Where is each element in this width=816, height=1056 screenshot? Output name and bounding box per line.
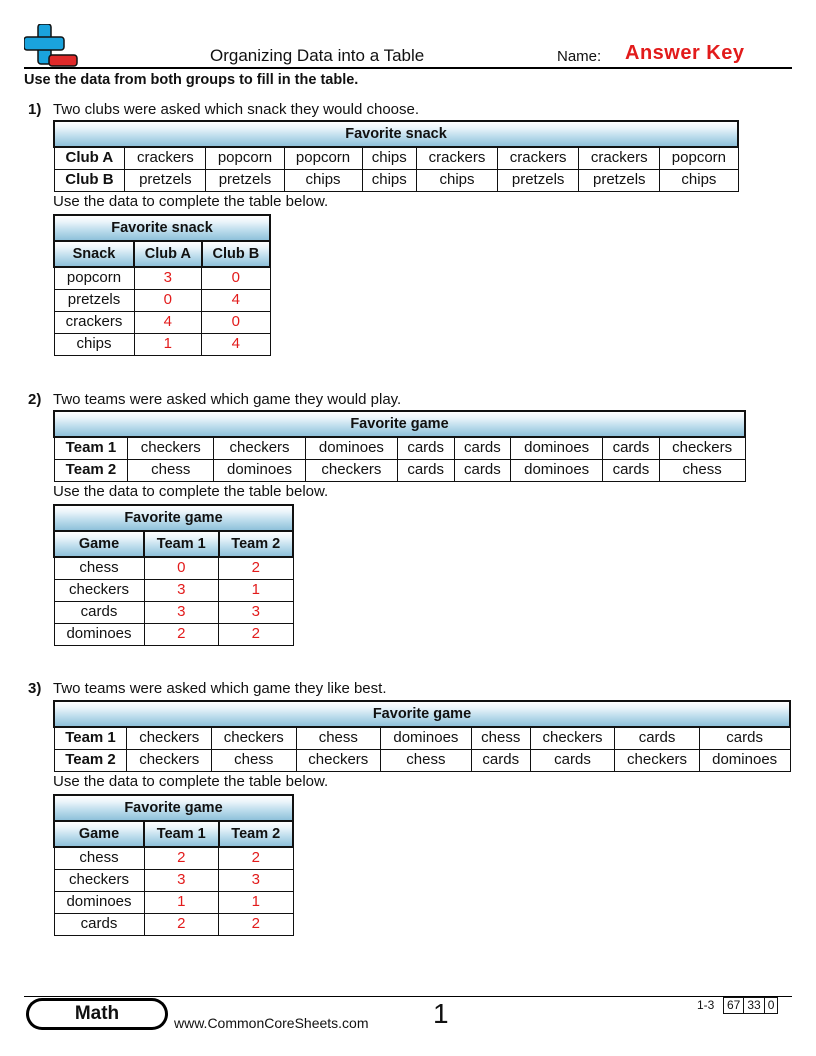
- table-cell: popcorn: [660, 147, 738, 169]
- worksheet-title: Organizing Data into a Table: [210, 46, 425, 65]
- answer-cell: 3: [219, 601, 294, 623]
- table-cell: pretzels: [206, 169, 284, 191]
- table-cell: checkers: [127, 727, 212, 749]
- table-cell: crackers: [416, 147, 497, 169]
- answer-cell: 0: [144, 557, 219, 579]
- answer-cell: 3: [134, 267, 202, 289]
- item-cell: cards: [54, 913, 144, 935]
- column-header: Club B: [202, 241, 270, 267]
- row-label: Club B: [54, 169, 125, 191]
- table-cell: checkers: [659, 437, 745, 459]
- answer-cell: 2: [144, 623, 219, 645]
- item-cell: crackers: [54, 311, 134, 333]
- data-table-title: Favorite game: [54, 701, 790, 727]
- data-table: [53, 700, 791, 772]
- answer-cell: 0: [202, 311, 270, 333]
- footer-divider: [24, 996, 792, 997]
- answer-cell: 2: [219, 913, 294, 935]
- answer-table: [53, 794, 294, 936]
- table-cell: checkers: [296, 749, 381, 771]
- answer-cell: 0: [202, 267, 270, 289]
- problem-number: 1): [28, 101, 42, 118]
- table-cell: dominoes: [511, 459, 603, 481]
- item-cell: popcorn: [54, 267, 134, 289]
- subject-badge: [26, 998, 168, 1030]
- item-cell: checkers: [54, 869, 144, 891]
- table-cell: chess: [659, 459, 745, 481]
- problem-subtext: Use the data to complete the table below.: [53, 773, 329, 790]
- data-table-title: Favorite game: [54, 411, 745, 437]
- problem-prompt: Two teams were asked which game they would play.: [53, 391, 402, 408]
- table-cell: popcorn: [284, 147, 362, 169]
- plus-minus-logo-icon: [24, 24, 78, 68]
- table-row: [54, 289, 270, 311]
- table-row: [54, 623, 293, 645]
- website-label: www.CommonCoreSheets.com: [174, 1015, 369, 1031]
- table-row: [54, 459, 745, 481]
- table-cell: cards: [454, 459, 511, 481]
- problem-number: 3): [28, 680, 42, 697]
- table-row: [54, 437, 745, 459]
- table-cell: chips: [416, 169, 497, 191]
- table-row: [54, 147, 738, 169]
- item-cell: pretzels: [54, 289, 134, 311]
- column-header: Team 2: [219, 821, 294, 847]
- answer-table-title: Favorite snack: [54, 215, 270, 241]
- table-cell: pretzels: [498, 169, 579, 191]
- name-label: Name:: [557, 48, 602, 65]
- table-row: [54, 169, 738, 191]
- table-cell: checkers: [530, 727, 615, 749]
- table-row: [54, 557, 293, 579]
- table-cell: chips: [660, 169, 738, 191]
- table-cell: checkers: [615, 749, 700, 771]
- table-cell: checkers: [212, 727, 297, 749]
- table-row: [54, 601, 293, 623]
- table-cell: chips: [362, 147, 416, 169]
- problem-prompt: Two teams were asked which game they like best.: [53, 680, 387, 697]
- table-cell: chips: [284, 169, 362, 191]
- answer-cell: 4: [134, 311, 202, 333]
- table-cell: popcorn: [206, 147, 284, 169]
- table-row: [54, 579, 293, 601]
- item-cell: dominoes: [54, 891, 144, 913]
- answer-table-title: Favorite game: [54, 505, 293, 531]
- table-cell: cards: [615, 727, 700, 749]
- table-cell: pretzels: [125, 169, 206, 191]
- answer-cell: 3: [144, 869, 219, 891]
- row-label: Team 2: [54, 749, 127, 771]
- table-cell: cards: [530, 749, 615, 771]
- answer-table: [53, 504, 294, 646]
- row-label: Club A: [54, 147, 125, 169]
- data-table: [53, 410, 746, 482]
- item-cell: checkers: [54, 579, 144, 601]
- answer-cell: 2: [219, 557, 294, 579]
- column-header: Team 1: [144, 821, 219, 847]
- table-cell: cards: [471, 749, 530, 771]
- item-cell: chips: [54, 333, 134, 355]
- item-cell: cards: [54, 601, 144, 623]
- table-row: [54, 913, 293, 935]
- row-label: Team 2: [54, 459, 128, 481]
- column-header: Team 1: [144, 531, 219, 557]
- problem-prompt: Two clubs were asked which snack they would choose.: [53, 101, 420, 118]
- answer-cell: 1: [134, 333, 202, 355]
- table-cell: dominoes: [699, 749, 790, 771]
- answer-cell: 2: [144, 913, 219, 935]
- score-stats: [724, 997, 778, 1014]
- column-header: Game: [54, 531, 144, 557]
- table-row: [54, 869, 293, 891]
- item-cell: chess: [54, 557, 144, 579]
- page-number: 1: [433, 998, 449, 1029]
- table-cell: chess: [471, 727, 530, 749]
- subject-label: Math: [29, 1001, 165, 1027]
- stat-box: 0: [764, 997, 779, 1014]
- table-cell: crackers: [498, 147, 579, 169]
- table-cell: checkers: [128, 437, 214, 459]
- column-header: Club A: [134, 241, 202, 267]
- table-cell: crackers: [125, 147, 206, 169]
- table-cell: chess: [296, 727, 381, 749]
- answer-cell: 1: [219, 891, 294, 913]
- table-cell: dominoes: [511, 437, 603, 459]
- table-cell: checkers: [127, 749, 212, 771]
- answer-key-label: Answer Key: [625, 42, 745, 64]
- answer-cell: 2: [219, 847, 294, 869]
- answer-cell: 1: [219, 579, 294, 601]
- table-row: [54, 749, 790, 771]
- data-table-title: Favorite snack: [54, 121, 738, 147]
- table-cell: cards: [397, 437, 454, 459]
- row-label: Team 1: [54, 437, 128, 459]
- table-row: [54, 727, 790, 749]
- table-cell: cards: [603, 437, 660, 459]
- table-row: [54, 847, 293, 869]
- problem-number: 2): [28, 391, 42, 408]
- answer-cell: 0: [134, 289, 202, 311]
- table-cell: dominoes: [305, 437, 397, 459]
- problem-subtext: Use the data to complete the table below.: [53, 193, 329, 210]
- answer-cell: 3: [144, 579, 219, 601]
- problem-range: 1-3: [697, 998, 715, 1012]
- column-header: Game: [54, 821, 144, 847]
- instructions: Use the data from both groups to fill in the table.: [24, 72, 359, 88]
- table-cell: cards: [603, 459, 660, 481]
- answer-cell: 4: [202, 289, 270, 311]
- answer-cell: 2: [219, 623, 294, 645]
- answer-cell: 1: [144, 891, 219, 913]
- answer-cell: 2: [144, 847, 219, 869]
- table-cell: chess: [212, 749, 297, 771]
- column-header: Snack: [54, 241, 134, 267]
- table-row: [54, 311, 270, 333]
- item-cell: dominoes: [54, 623, 144, 645]
- table-cell: cards: [699, 727, 790, 749]
- table-row: [54, 891, 293, 913]
- table-cell: chips: [362, 169, 416, 191]
- problem-subtext: Use the data to complete the table below.: [53, 483, 329, 500]
- table-cell: crackers: [579, 147, 660, 169]
- table-row: [54, 267, 270, 289]
- answer-table: [53, 214, 271, 356]
- stat-box: 67: [723, 997, 744, 1014]
- table-cell: pretzels: [579, 169, 660, 191]
- table-cell: dominoes: [214, 459, 306, 481]
- table-cell: checkers: [214, 437, 306, 459]
- column-header: Team 2: [219, 531, 294, 557]
- answer-cell: 3: [219, 869, 294, 891]
- table-cell: checkers: [305, 459, 397, 481]
- row-label: Team 1: [54, 727, 127, 749]
- table-cell: dominoes: [381, 727, 472, 749]
- answer-cell: 4: [202, 333, 270, 355]
- table-row: [54, 333, 270, 355]
- table-cell: cards: [397, 459, 454, 481]
- table-cell: chess: [128, 459, 214, 481]
- item-cell: chess: [54, 847, 144, 869]
- header-divider: [24, 67, 792, 69]
- answer-table-title: Favorite game: [54, 795, 293, 821]
- table-cell: chess: [381, 749, 472, 771]
- table-cell: cards: [454, 437, 511, 459]
- stat-box: 33: [743, 997, 764, 1014]
- answer-cell: 3: [144, 601, 219, 623]
- data-table: [53, 120, 739, 192]
